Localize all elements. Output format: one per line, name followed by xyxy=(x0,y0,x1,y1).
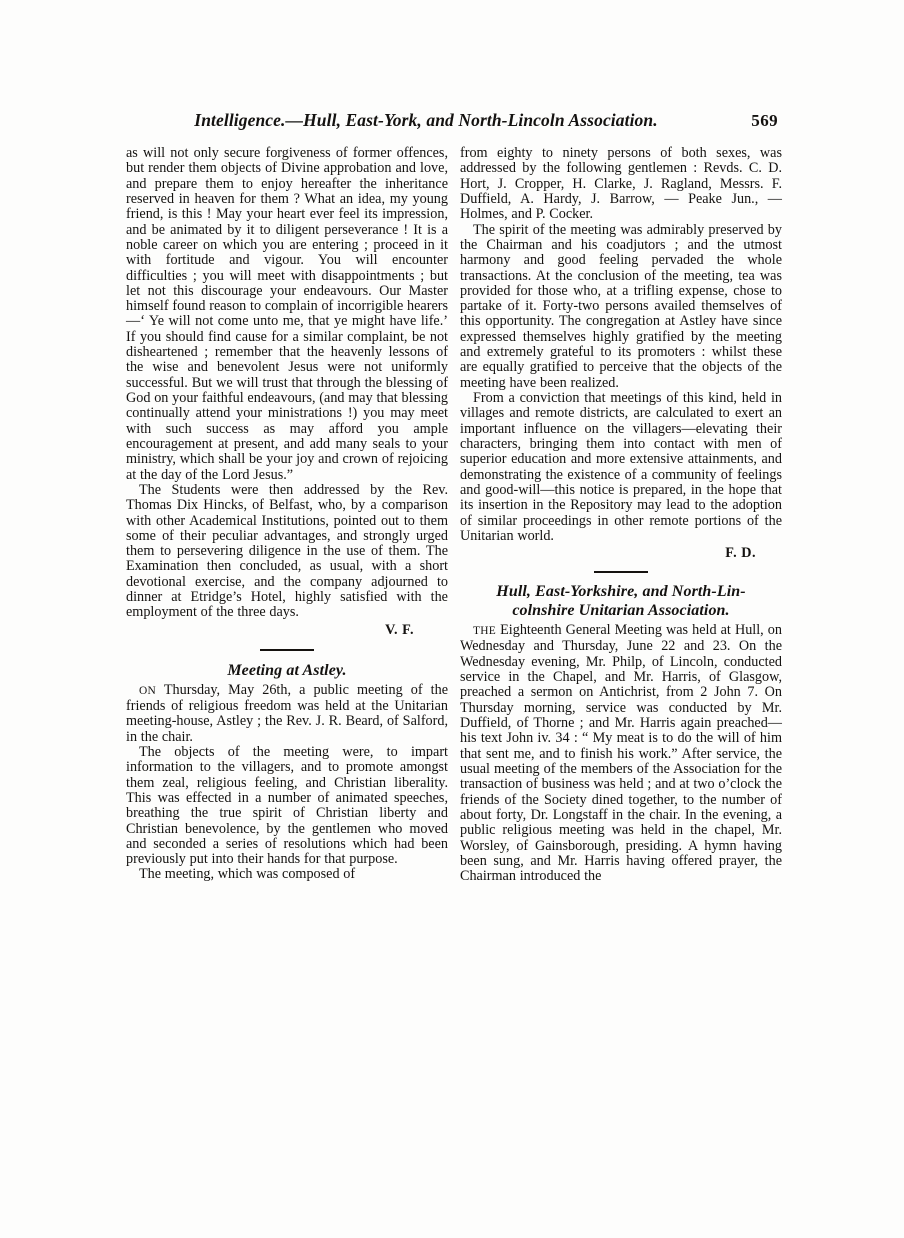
section-heading-hull-association xyxy=(460,582,782,620)
paragraph-continued-address: as will not only secure forgiveness of former offences, but render them objects of Divine approbation and love, and prepare them to enjoy hereafter the inheritance reserved in heaven for them ? What an idea, my young friend, is this ! May your heart ever feel its impression, and be animated by it to diligent perseverance ! It is a noble career on which you are entering ; proceed in it with fortitude and vigour. You will encounter difficulties ; you will meet with disappointments ; but let not this discourage your endeavours. Our Master himself found reason to complain of incorrigible hearers—‘ Ye will not come unto me, that ye might have life.’ If you should find cause for a similar complaint, be not disheartened ; remember that the heavenly lessons of the wise and benevolent Jesus were not uniformly successful. But we will trust that through the blessing of God on your faithful endeavours, (and may that blessing continually attend your ministrations !) you may meet with such success as may afford you ample encouragement at present, and add many seals to your ministry, which shall be your joy and crown of rejoicing at the day of the Lord Jesus.” xyxy=(126,145,448,483)
signature-fd: F. D. xyxy=(725,545,756,562)
two-column-text-body xyxy=(126,146,782,1176)
paragraph-students-addressed: The Students were then addressed by the Rev. Thomas Dix Hincks, of Belfast, who, by a comparison with other Academical Institutions, pointed out to them some of their peculiar advantages, and strongly urged them to persevering diligence in the use of them. The Examination then concluded, as usual, with a short devotional exercise, and the company adjourned to dinner at Etridge’s Hotel, highly satisfied with the employment of the three days. xyxy=(126,481,448,621)
dropcap-small-caps-the: THE xyxy=(473,625,497,638)
running-head-title: Intelligence.—Hull, East-York, and North-Lincoln Association. xyxy=(194,110,658,130)
divider-line xyxy=(260,649,314,651)
paragraph-hull-general-meeting-text: Eighteenth General Meeting was held at Hull, on Wednesday and Thursday, June 22 and 23. On the Wednesday evening, Mr. Philp, of Lincoln, conducted service in the Chapel, and Mr. Harris, of Glasgow, preached a sermon on Antichrist, from 2 John 7. On Thursday morning, service was conducted by Mr. Duffield, of Thorne ; and Mr. Harris again preached—his text John iv. 34 : “ My meat is to do the will of him that sent me, and to finish his work.” After service, the usual meeting of the members of the Association for the transaction of business was held ; and at two o’clock the friends of the Society dined together, to the number of about forty, Dr. Longstaff in the chair. In the evening, a public religious meeting was held in the chapel, Mr. Worsley, of Gainsborough, presiding. A hymn having been sung, and Mr. Harris having offered prayer, the Chairman introduced the xyxy=(460,622,782,885)
section-divider-rule xyxy=(126,639,448,661)
dropcap-small-caps-on: ON xyxy=(139,684,157,697)
paragraph-spirit-of-the-meeting: The spirit of the meeting was admirably preserved by the Chairman and his coadjutors ; and the utmost harmony and good feeling pervaded the whole transactions. At the conclusion of the meeting, tea was provided for those who, at a trifling expense, chose to partake of it. Forty-two persons availed themselves of this opportunity. The congregation at Astley have since expressed themselves highly gratified by the meeting and extremely grateful to its promoters : whilst these are equally gratified to perceive that the objects of the meeting have been realized. xyxy=(460,221,782,391)
left-column xyxy=(126,146,448,1176)
section-heading-line-2: colnshire Unitarian Association. xyxy=(512,602,730,620)
right-column xyxy=(460,146,782,1176)
running-head xyxy=(126,110,778,136)
signature-vf: V. F. xyxy=(385,621,414,638)
page-number: 569 xyxy=(751,111,778,130)
paragraph-astley-opening-text: Thursday, May 26th, a public meeting of the friends of religious freedom was held at the Unitarian meeting-house, Astley ; the Rev. J. R. Beard, of Salford, in the chair. xyxy=(126,681,448,745)
paragraph-astley-opening xyxy=(126,683,448,745)
paragraph-astley-objects: The objects of the meeting were, to impart information to the villagers, and to promote amongst them zeal, religious feeling, and Christian liberality. This was effected in a number of animated speeches, breathing the true spirit of Christian liberty and Christian benevolence, by the gentlemen who moved and seconded a series of resolutions which had been previously put into their hands for that purpose. xyxy=(126,743,448,868)
section-divider-rule xyxy=(460,562,782,582)
paragraph-astley-meeting-composed: The meeting, which was composed of xyxy=(139,866,356,883)
paragraph-hull-general-meeting xyxy=(460,623,782,884)
paragraph-attendance-and-speakers: from eighty to ninety persons of both sexes, was addressed by the following gentlemen : Revds. C. D. Hort, J. Cropper, H. Clarke, J. Ragland, Messrs. F. Duffield, A. Hardy, J. Barrow, — Peake Jun., — Holmes, and P. Cocker. xyxy=(460,145,782,223)
section-heading-meeting-at-astley: Meeting at Astley. xyxy=(227,661,347,679)
paragraph-conviction-of-meetings: From a conviction that meetings of this kind, held in villages and remote districts, are calculated to exert an important influence on the villagers—elevating their characters, bringing them into contact with men of superior education and more extensive attainments, and demonstrating the existence of a community of feelings and good-will—this notice is prepared, in the hope that its insertion in the Repository may lead to the adoption of similar proceedings in other remote portions of the Unitarian world. xyxy=(460,390,782,544)
section-heading-line-1: Hull, East-Yorkshire, and North-Lin- xyxy=(496,583,746,601)
divider-line xyxy=(594,571,648,573)
